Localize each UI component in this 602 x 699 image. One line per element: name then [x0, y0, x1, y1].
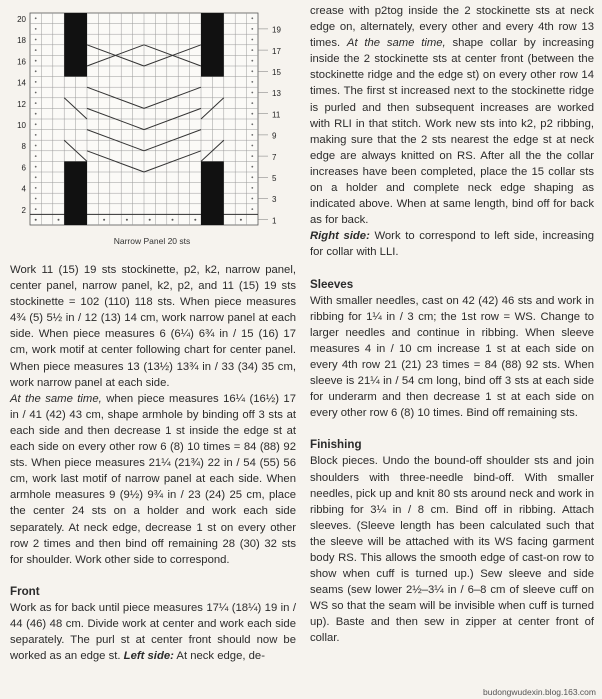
purl-dot [251, 70, 253, 72]
purl-dot [35, 208, 37, 210]
purl-dot [251, 92, 253, 94]
black-panel-bottom-right [201, 161, 224, 225]
purl-dot [172, 219, 174, 221]
back-instructions-2-text: when piece measures 16¼ (16½) 17 in / 41 (42) 43 cm, shape armhole by binding off 3 sts at each side and then decrease 1 st inside the edge st at each side on every other row 6 (8) 10 times = 84 (88) 92 sts. When piece measures 21¼ (21¾) 22 in / 54 (55) 56 cm, work last motif of narrow panel at each side. When armhole measures 9 (9½) 9¾ in / 23 (24) 25 cm, place the center 24 sts on a holder and work each side separately. At neck edge, decrease 1 st on every other row 2 times and then bind off remaining 28 (30) 32 sts for shoulder. Work other side to correspond. [10, 392, 296, 566]
black-panel-top-left [64, 13, 87, 77]
purl-dot [35, 81, 37, 83]
purl-dot [35, 70, 37, 72]
purl-dot [35, 176, 37, 178]
chart-svg [6, 8, 298, 244]
purl-dot [35, 28, 37, 30]
purl-dot [35, 187, 37, 189]
right-row-number: 19 [272, 25, 281, 35]
front-heading: Front [10, 584, 40, 598]
right-row-number: 5 [272, 174, 277, 184]
right-row-number: 1 [272, 216, 277, 226]
purl-dot [35, 123, 37, 125]
purl-dot [251, 145, 253, 147]
purl-dot [35, 60, 37, 62]
back-instructions-1: Work 11 (15) 19 sts stockinette, p2, k2, narrow panel, center panel, narrow panel, k2, p2, and 11 (15) 19 sts stockinette = 102 (110) 118 sts. When piece measures 4¾ (5) 5½ in / 12 (13) 14 cm, work narrow panel at each side. When piece measures 6 (6¼) 6¾ in / 15 (16) 17 cm, work motif at center following chart for center panel. When piece measures 13 (13½) 13¾ in / 33 (34) 35 cm, work narrow panel at each side. [10, 264, 296, 389]
purl-dot [194, 219, 196, 221]
purl-dot [35, 92, 37, 94]
purl-dot [35, 49, 37, 51]
purl-dot [35, 198, 37, 200]
purl-dot [149, 219, 151, 221]
sleeves-instructions: With smaller needles, cast on 42 (42) 46 sts and work in ribbing for 1¼ in / 3 cm; the 1st row = WS. Change to larger needles and continue in ribbing. When sleeve measures 4 in / 10 cm increase 1 st at each side on every 4th row 21 (21) 23 times = 84 (88) 92 sts. When sleeve is 21¼ in / 54 cm long, bind off 3 sts at each side for underarm and then decrease 1 st at each side on every other row 6 (8) 10 times. Bind off remaining sts. [310, 294, 594, 420]
right-row-number: 13 [272, 89, 281, 99]
purl-dot [251, 81, 253, 83]
purl-dot [251, 134, 253, 136]
purl-dot [35, 134, 37, 136]
purl-dot [251, 60, 253, 62]
purl-dot [251, 155, 253, 157]
narrow-panel-chart [6, 8, 298, 244]
purl-dot [126, 219, 128, 221]
black-panel-bottom-left [64, 161, 87, 225]
front-instructions [10, 600, 296, 664]
sleeves-heading: Sleeves [310, 277, 354, 291]
left-row-number: 20 [17, 15, 26, 25]
watermark: budongwudexin.blog.163.com [483, 687, 596, 697]
purl-dot [251, 166, 253, 168]
purl-dot [35, 145, 37, 147]
left-row-number: 18 [17, 36, 26, 46]
purl-dot [251, 113, 253, 115]
purl-dot [251, 176, 253, 178]
right-row-number: 3 [272, 195, 277, 205]
front-left-text-a: crease with p2tog inside the 2 stockinette sts at neck edge on, alternately, every other and every 4th row 13 times. [310, 5, 594, 50]
purl-dot [35, 155, 37, 157]
purl-dot [35, 17, 37, 19]
left-row-number: 14 [17, 78, 26, 88]
purl-dot [58, 219, 60, 221]
left-row-number: 12 [17, 99, 26, 109]
same-time-emphasis: At the same time, [10, 392, 102, 405]
right-side-label: Right side: [310, 230, 370, 243]
left-row-number: 2 [21, 205, 26, 215]
purl-dot [251, 39, 253, 41]
right-row-number: 15 [272, 68, 281, 78]
right-side-text: Work to correspond to left side, increasing for collar with LLI. [310, 230, 594, 259]
black-panel-top-right [201, 13, 224, 77]
right-row-number: 17 [272, 46, 281, 56]
purl-dot [103, 219, 105, 221]
purl-dot [35, 113, 37, 115]
purl-dot [35, 102, 37, 104]
left-row-number: 4 [21, 184, 26, 194]
finishing-instructions: Block pieces. Undo the bound-off shoulder sts and join shoulders with three-needle bind-off. With smaller needles, pick up and knit 80 sts around neck and work in ribbing for 3¼ in / 8 cm. Bind off in ribbing. Attach sleeves. (Sleeve length has been calculated such that the sleeve will be attached with its WS facing garment body RS. This allows the smooth edge of cast-on row to show when cuff is turned up.) Sew sleeve and side seams (sew lower 2½–3¼ in / 6–8 cm of sleeve cuff on WS so that the seam will be invisible when cuff is turned up). Baste and then sew in zipper at center front of collar. [310, 455, 594, 645]
front-left-continued [310, 3, 594, 228]
purl-dot [251, 208, 253, 210]
purl-dot [251, 187, 253, 189]
front-left-text-b: shape collar by increasing inside the 2 stockinette sts at center front (between the stockinette ridge and the edge st) on every other row 14 times. The first st increased next to the stockinette ridge is purled and then subsequent increases are worked with RLI in that stitch. Work new sts into k2, p2 ribbing, making sure that the 2 sts nearest the edge st at neck edge are always knitted on RS. After all the the collar increases have been completed, place the 15 collar sts on a holder and complete neck edge shaping as indicated above. When at same length, bind off for back as for back. [310, 37, 594, 227]
purl-dot [251, 123, 253, 125]
front-text: Work as for back until piece measures 17¼ (18¼) 19 in / 44 (46) 48 cm. Divide work at center and work each side separately. The purl st at center front should now be worked as an edge st. [10, 601, 296, 663]
left-side-label: Left side: [123, 650, 174, 663]
same-time-emphasis-2: At the same time, [346, 37, 446, 50]
purl-dot [35, 219, 37, 221]
right-row-number: 7 [272, 152, 277, 162]
right-row-number: 11 [272, 110, 281, 120]
left-row-number: 8 [21, 142, 26, 152]
purl-dot [240, 219, 242, 221]
left-row-number: 16 [17, 57, 26, 67]
purl-dot [35, 166, 37, 168]
right-side-instructions [310, 228, 594, 260]
right-row-number: 9 [272, 131, 277, 141]
left-text-column [10, 262, 296, 664]
purl-dot [35, 39, 37, 41]
purl-dot [251, 28, 253, 30]
finishing-heading: Finishing [310, 438, 362, 452]
purl-dot [251, 102, 253, 104]
right-text-column [310, 3, 594, 647]
purl-dot [251, 17, 253, 19]
chart-caption: Narrow Panel 20 sts [113, 236, 191, 246]
left-row-number: 6 [21, 163, 26, 173]
purl-dot [251, 198, 253, 200]
back-instructions-2 [10, 391, 296, 568]
left-row-number: 10 [17, 121, 26, 131]
purl-dot [251, 49, 253, 51]
front-text-tail: At neck edge, de- [173, 650, 265, 663]
